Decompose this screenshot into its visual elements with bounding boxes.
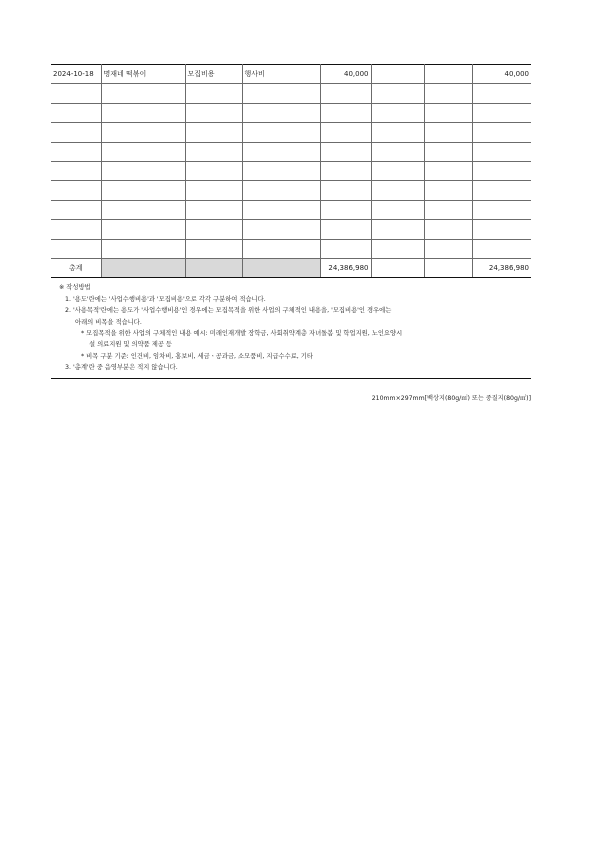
amount-cell: 40,000: [320, 65, 371, 84]
category-cell: 행사비: [242, 65, 320, 84]
expense-table: [51, 64, 531, 278]
empty-cell: [472, 123, 531, 142]
table-row: [51, 200, 531, 219]
empty-cell: [424, 142, 472, 161]
empty-cell: [185, 239, 242, 258]
empty-cell: [371, 200, 424, 219]
empty-cell: [185, 123, 242, 142]
blank-cell: [371, 65, 424, 84]
empty-cell: [320, 200, 371, 219]
empty-cell: [101, 181, 185, 200]
empty-cell: [101, 84, 185, 103]
empty-cell: [51, 220, 101, 239]
empty-cell: [472, 142, 531, 161]
empty-cell: [242, 200, 320, 219]
empty-cell: [472, 239, 531, 258]
empty-cell: [320, 142, 371, 161]
empty-cell: [320, 239, 371, 258]
empty-cell: [101, 239, 185, 258]
empty-cell: [472, 161, 531, 180]
empty-cell: [472, 200, 531, 219]
paper-spec: 210mm×297mm[백상지(80g/㎡) 또는 중질지(80g/㎡)]: [371, 394, 531, 402]
empty-cell: [242, 181, 320, 200]
table-row: [51, 84, 531, 103]
empty-cell: [185, 200, 242, 219]
empty-cell: [51, 84, 101, 103]
table-row: [51, 161, 531, 180]
table-row: [51, 65, 531, 84]
empty-cell: [242, 142, 320, 161]
empty-cell: [51, 123, 101, 142]
empty-cell: [242, 123, 320, 142]
empty-cell: [472, 220, 531, 239]
ledger-form: [51, 64, 531, 402]
empty-cell: [424, 123, 472, 142]
empty-cell: [101, 103, 185, 122]
empty-cell: [185, 220, 242, 239]
instruction-item: 1. '용도'란에는 '사업수행비용'과 '모집비용'으로 각각 구분하여 적습니다.: [65, 295, 266, 303]
empty-cell: [371, 142, 424, 161]
empty-cell: [101, 220, 185, 239]
empty-cell: [51, 200, 101, 219]
empty-cell: [101, 142, 185, 161]
empty-cell: [371, 161, 424, 180]
empty-cell: [472, 103, 531, 122]
empty-cell: [424, 200, 472, 219]
empty-cell: [472, 181, 531, 200]
instruction-item: 2. '사용목적'란에는 용도가 '사업수행비용'인 경우에는 모집목적을 위한 사업의 구체적인 내용을, '모집비용'인 경우에는: [65, 307, 392, 315]
empty-cell: [424, 239, 472, 258]
instructions: [51, 278, 531, 373]
total-amount: 24,386,980: [320, 258, 371, 277]
empty-cell: [51, 161, 101, 180]
shaded-cell: [101, 258, 185, 277]
table-row: [51, 103, 531, 122]
total-label: 총계: [51, 258, 101, 277]
empty-cell: [242, 239, 320, 258]
empty-cell: [185, 161, 242, 180]
table-row: [51, 123, 531, 142]
instruction-bullet-continued: 설 의료지원 및 의약품 제공 등: [89, 341, 173, 349]
instruction-item-continued: 아래의 비목을 적습니다.: [75, 318, 142, 326]
empty-cell: [424, 220, 472, 239]
empty-cell: [185, 142, 242, 161]
empty-cell: [185, 181, 242, 200]
blank-cell: [371, 258, 424, 277]
date-cell: 2024-10-18: [51, 65, 101, 84]
shaded-cell: [242, 258, 320, 277]
empty-cell: [185, 103, 242, 122]
empty-cell: [424, 84, 472, 103]
empty-cell: [424, 181, 472, 200]
empty-cell: [101, 200, 185, 219]
empty-cell: [242, 103, 320, 122]
empty-cell: [371, 181, 424, 200]
empty-cell: [371, 123, 424, 142]
shaded-cell: [185, 258, 242, 277]
empty-cell: [51, 239, 101, 258]
empty-cell: [320, 84, 371, 103]
blank-cell: [424, 258, 472, 277]
usage-cell: 모집비용: [185, 65, 242, 84]
empty-cell: [101, 161, 185, 180]
grand-total: 24,386,980: [472, 258, 531, 277]
empty-cell: [242, 220, 320, 239]
empty-cell: [371, 239, 424, 258]
instruction-bullet: * 비목 구분 기준: 인건비, 임차비, 홍보비, 세금ㆍ공과금, 소모품비, 지급수수료, 기타: [81, 352, 313, 360]
empty-cell: [320, 103, 371, 122]
empty-cell: [51, 181, 101, 200]
blank-cell: [424, 65, 472, 84]
empty-cell: [51, 142, 101, 161]
instruction-bullet: * 모집목적을 위한 사업의 구체적인 내용 예시: 미래인재개발 장학금, 사회취약계층 자녀돌봄 및 학업지원, 노인요양시: [81, 329, 403, 337]
empty-cell: [51, 103, 101, 122]
table-row: [51, 142, 531, 161]
instructions-heading: ※ 작성방법: [59, 284, 91, 292]
table-row: [51, 220, 531, 239]
empty-cell: [472, 84, 531, 103]
empty-cell: [371, 220, 424, 239]
empty-cell: [371, 84, 424, 103]
empty-cell: [320, 123, 371, 142]
name-cell: 명재네 떡볶이: [101, 65, 185, 84]
empty-cell: [101, 123, 185, 142]
empty-cell: [371, 103, 424, 122]
empty-cell: [424, 161, 472, 180]
empty-cell: [320, 220, 371, 239]
empty-cell: [242, 84, 320, 103]
table-row: [51, 181, 531, 200]
empty-cell: [242, 161, 320, 180]
empty-cell: [185, 84, 242, 103]
row-total-cell: 40,000: [472, 65, 531, 84]
table-row: [51, 239, 531, 258]
empty-cell: [320, 161, 371, 180]
empty-cell: [424, 103, 472, 122]
instruction-item: 3. '총계'란 중 음영부분은 적지 않습니다.: [65, 364, 178, 372]
total-row: [51, 258, 531, 277]
empty-cell: [320, 181, 371, 200]
